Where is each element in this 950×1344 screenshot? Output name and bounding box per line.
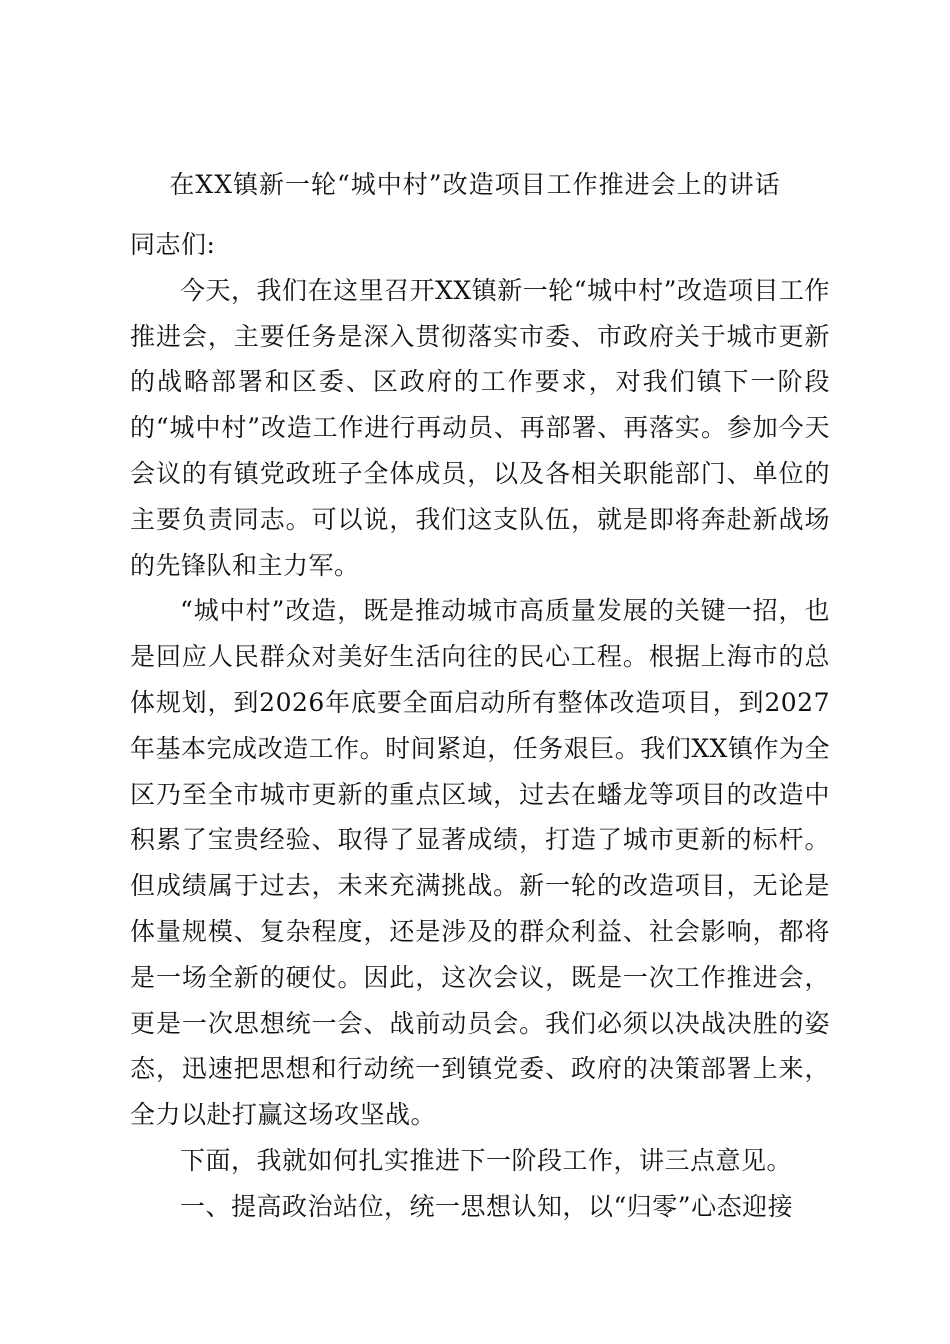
paragraph-transition: 下面，我就如何扎实推进下一阶段工作，讲三点意见。	[180, 1145, 793, 1175]
salutation: 同志们:	[130, 230, 216, 259]
paragraph-background: “城中村”改造，既是推动城市高质量发展的关键一招，也是回应人民群众对美好生活向往的民心工程。根据上海市的总体规划，到2026年底要全面启动所有整体改造项目，到2027年基本完成改造工作。时间紧迫，任务艰巨。我们XX镇作为全区乃至全市城市更新的重点区域，过去在蟠龙等项目的改造中积累了宝贵经验、取得了显著成绩，打造了城市更新的标杆。但成绩属于过去，未来充满挑战。新一轮的改造项目，无论是体量规模、复杂程度，还是涉及的群众利益、社会影响，都将是一场全新的硬仗。因此，这次会议，既是一次工作推进会，更是一次思想统一会、战前动员会。我们必须以决战决胜的姿态，迅速把思想和行动统一到镇党委、政府的决策部署上来，全力以赴打赢这场攻坚战。	[130, 596, 830, 1130]
document-title: 在XX镇新一轮“城中村”改造项目工作推进会上的讲话	[169, 170, 781, 199]
paragraph-opening: 今天，我们在这里召开XX镇新一轮“城中村”改造项目工作推进会，主要任务是深入贯彻落实市委、市政府关于城市更新的战略部署和区委、区政府的工作要求，对我们镇下一阶段的“城中村”改造工作进行再动员、再部署、再落实。参加今天会议的有镇党政班子全体成员，以及各相关职能部门、单位的主要负责同志。可以说，我们这支队伍，就是即将奔赴新战场的先锋队和主力军。	[130, 275, 830, 580]
document-body	[130, 222, 830, 1230]
section-heading-one: 一、提高政治站位，统一思想认知，以“归零”心态迎接	[180, 1191, 794, 1221]
